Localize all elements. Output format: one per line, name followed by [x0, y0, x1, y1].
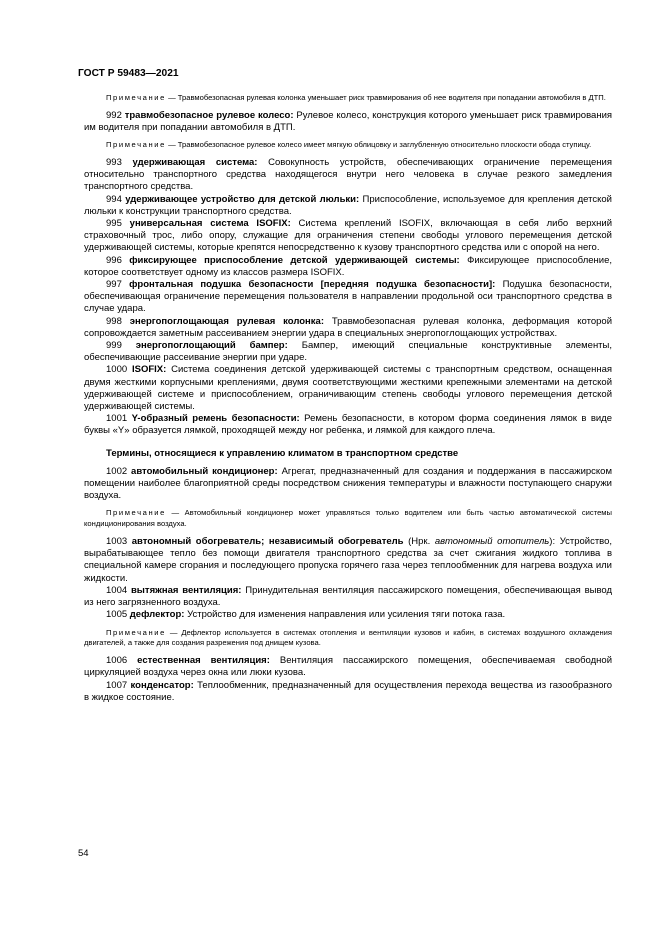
note-air-conditioner	[84, 508, 612, 530]
note-label: Примечание	[106, 508, 166, 518]
term-1005: 1005 дефлектор: Устройство для изменения направления или усиления тяги потока газа.	[106, 609, 506, 621]
term-definition: Теплообменник, предназначенный для осуществления перехода вещества из газообразного в жидкое состояние.	[84, 679, 613, 703]
note-deflector	[84, 628, 612, 650]
section-title: Термины, относящиеся к управлению климатом в транспортном средстве	[106, 447, 459, 459]
term-definition: Фиксирующее приспособление, которое соответствует одному из классов размера ISOFIX.	[84, 254, 612, 278]
term-992: 992 травмобезопасное рулевое колесо: Рулевое колесо, конструкция которого уменьшает риск травмирования им водителя при попадании автомобиля в ДТП.	[84, 109, 613, 133]
term-995: 995 универсальная система ISOFIX: Система креплений ISOFIX, включающая в себя либо верхний страховочный трос, либо опору, служащие для ограничения степени свободы углового перемещения детской удерживающей системы, которые крепятся непосредственно к кузову транспортного средства или с опорой на него.	[84, 218, 612, 254]
term-title: ISOFIX:	[131, 364, 167, 376]
term-997: 997 фронтальная подушка безопасности [передняя подушка безопасности]: Подушка безопасности, обеспечивающая ограничение перемещения пользователя в направлении продольной оси транспортного средства в случае удара.	[84, 279, 612, 315]
note-label: Примечание	[106, 93, 166, 102]
page-number: 54	[78, 848, 89, 859]
term-993: 993 удерживающая система: Совокупность устройств, обеспечивающих ограничение перемещения относительно транспортного средства находящегося внутри него человека в случае резкого замедления транспортного средства.	[84, 157, 612, 193]
term-999: 999 энергопоглощающий бампер: Бампер, имеющий специальные конструктивные элементы, обеспечивающие рассеивание энергии при ударе.	[84, 340, 613, 364]
document-body	[84, 93, 612, 704]
term-definition: Ремень безопасности, в котором форма соединения лямок в виде буквы «Y» образуется лямкой, проходящей между ног ребенка, и лямкой для каждого плеча.	[84, 413, 613, 437]
term-definition: Устройство для изменения направления или усиления тяги потока газа.	[187, 609, 506, 621]
term-title: естественная вентиляция:	[137, 655, 270, 667]
term-1001: 1001 Y-образный ремень безопасности: Ремень безопасности, в котором форма соединения лямок в виде буквы «Y» образуется лямкой, проходящей между ног ребенка, и лямкой для каждого плеча.	[84, 413, 613, 437]
term-996: 996 фиксирующее приспособление детской удерживающей системы: Фиксирующее приспособление, которое соответствует одному из классов размера ISOFIX.	[84, 254, 612, 278]
term-1002: 1002 автомобильный кондиционер: Агрегат, предназначенный для создания и поддержания в пассажирском помещении наиболее благоприятной среды посредством снижения температуры и влажности поступающего снаружи воздуха.	[84, 465, 612, 502]
document-header: ГОСТ Р 59483—2021	[78, 68, 179, 79]
term-title: автономный обогреватель; независимый обогреватель	[131, 536, 404, 548]
term-title: энергопоглощающий бампер:	[135, 340, 288, 352]
term-definition: ): Устройство, вырабатывающее тепло без помощи двигателя транспортного средства за счет сжигания жидкого топлива в специальной камере сгорания и последующего пропуска горячего газа через теплообменник для нагрева воздуха или жидкости.	[84, 536, 613, 584]
term-definition: Система креплений ISOFIX, включающая в себя либо верхний страховочный трос, либо опору, служащие для ограничения степени свободы углового перемещения детской удерживающей системы, которые крепятся непосредственно к кузову транспортного средства или с опорой на него.	[84, 218, 612, 254]
term-1006: 1006 естественная вентиляция: Вентиляция пассажирского помещения, обеспечиваемая свободной циркуляцией воздуха через окна или люки кузова.	[84, 655, 613, 679]
term-title: универсальная система ISOFIX:	[129, 218, 291, 230]
note-text: — Травмобезопасное рулевое колесо имеет мягкую облицовку и заглубленную относительно плоскости обода ступицу.	[168, 140, 592, 150]
term-title: вытяжная вентиляция:	[130, 584, 242, 596]
term-1000: 1000 ISOFIX: Система соединения детской удерживающей системы с транспортным средством, оснащенная двумя жесткими корпусными креплениями, двумя соответствующими жесткими крепежными элементами на детской удерживающей системе и приспособлением, ограничивающим степень свободы углового перемещения детской удерживающей системы.	[84, 364, 613, 413]
term-title: Y-образный ремень безопасности:	[131, 413, 300, 425]
term-definition: Подушка безопасности, обеспечивающая ограничение перемещения пользователя в направлении продольной оси транспортного средства в случае удара.	[84, 279, 612, 315]
term-title: автомобильный кондиционер:	[131, 465, 278, 477]
term-1004: 1004 вытяжная вентиляция: Принудительная вентиляция пассажирского помещения, обеспечивающая вывод из него загрязненного воздуха.	[84, 584, 613, 609]
term-definition: Приспособление, используемое для крепления детской люльки к конструкции транспортного средства.	[84, 193, 612, 217]
note-steering-column	[84, 93, 612, 104]
note-steering-wheel	[84, 140, 612, 151]
term-title: удерживающее устройство для детской люльки:	[125, 193, 360, 205]
term-title: дефлектор:	[129, 609, 185, 621]
term-variant: автономный отопитель	[434, 536, 550, 548]
term-998: 998 энергопоглощающая рулевая колонка: Травмобезопасная рулевая колонка, деформация которой сопровождается заметным рассеиванием энергии удара в специальных энергопоглощающих устройствах.	[84, 315, 613, 339]
term-994: 994 удерживающее устройство для детской люльки: Приспособление, используемое для крепления детской люльки к конструкции транспортного средства.	[84, 193, 612, 217]
term-definition: Система соединения детской удерживающей системы с транспортным средством, оснащенная двумя жесткими корпусными креплениями, двумя соответствующими жесткими крепежными элементами на детской удерживающей системе и приспособлением, ограничивающим степень свободы углового перемещения детской удерживающей системы.	[84, 364, 613, 413]
term-definition: Совокупность устройств, обеспечивающих ограничение перемещения относительно транспортного средства находящегося внутри него человека в случае резкого замедления транспортного средства.	[84, 157, 612, 193]
note-text: — Автомобильный кондиционер может управляться только водителем или быть частью автоматической системы кондиционирования воздуха.	[84, 508, 612, 529]
term-definition: Рулевое колесо, конструкция которого уменьшает риск травмирования им водителя при попадании автомобиля в ДТП.	[84, 109, 613, 133]
note-text: — Дефлектор используется в системах отопления и вентиляции кузовов и кабин, в системах воздушного охлаждения двигателей, а также для создания разрежения под днищем кузова.	[84, 627, 612, 648]
term-title: конденсатор:	[130, 679, 194, 691]
term-definition: Травмобезопасная рулевая колонка, деформация которой сопровождается заметным рассеиванием энергии удара в специальных энергопоглощающих устройствах.	[84, 315, 613, 339]
term-definition: Бампер, имеющий специальные конструктивные элементы, обеспечивающие рассеивание энергии при ударе.	[84, 340, 613, 364]
term-definition: Агрегат, предназначенный для создания и поддержания в пассажирском помещении наиболее благоприятной среды посредством снижения температуры и влажности поступающего снаружи воздуха.	[84, 465, 612, 502]
note-text: — Травмобезопасная рулевая колонка уменьшает риск травмирования об нее водителя при попадании автомобиля в ДТП.	[168, 93, 606, 102]
term-definition: Принудительная вентиляция пассажирского помещения, обеспечивающая вывод из него загрязненного воздуха.	[84, 584, 613, 609]
term-definition: Вентиляция пассажирского помещения, обеспечиваемая свободной циркуляцией воздуха через окна или люки кузова.	[84, 655, 613, 679]
term-title: травмобезопасное рулевое колесо:	[124, 109, 294, 121]
note-label: Примечание	[106, 140, 166, 150]
term-title: фиксирующее приспособление детской удерживающей системы:	[129, 254, 460, 266]
term-1007: 1007 конденсатор: Теплообменник, предназначенный для осуществления перехода вещества из газообразного в жидкое состояние.	[84, 679, 613, 703]
term-1003: 1003 автономный обогреватель; независимый обогреватель (Нрк. автономный отопитель): Устройство, вырабатывающее тепло без помощи двигателя транспортного средства за счет сжигания жидкого топлива в специальной камере сгорания и последующего пропуска горячего газа через теплообменник для нагрева воздуха или жидкости.	[84, 536, 613, 584]
term-title: удерживающая система:	[132, 157, 258, 168]
term-title: энергопоглощающая рулевая колонка:	[129, 315, 324, 327]
term-title: фронтальная подушка безопасности [передняя подушка безопасности]:	[129, 279, 496, 291]
note-label: Примечание	[106, 627, 166, 637]
